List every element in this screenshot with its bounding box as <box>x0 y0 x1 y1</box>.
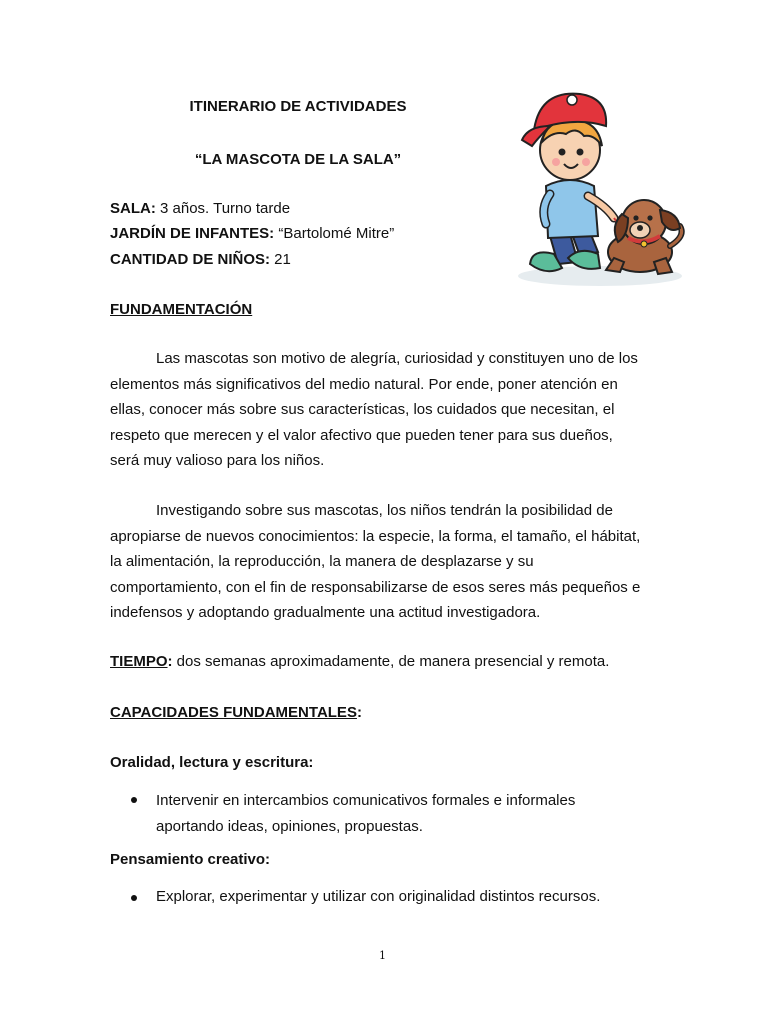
jardin-value: “Bartolomé Mitre” <box>274 225 395 242</box>
paragraph-line: comportamiento, con el fin de responsabilizarse de esos seres más pequeños e <box>110 578 641 596</box>
fundamentacion-paragraph-2 <box>110 498 658 626</box>
paragraph-line: respeto que merecen y el valor afectivo que pueden tener para sus dueños, <box>110 426 613 444</box>
paragraph-line: elementos más significativos del medio natural. Por ende, poner atención en <box>110 375 618 393</box>
fundamentacion-heading: FUNDAMENTACIÓN <box>110 301 253 318</box>
list-item-line: aportando ideas, opiniones, propuestas. <box>156 818 423 835</box>
list-item-line: Intervenir en intercambios comunicativos formales e informales <box>156 792 576 809</box>
document-title: ITINERARIO DE ACTIVIDADES <box>189 98 407 115</box>
capacidades-heading: CAPACIDADES FUNDAMENTALES <box>110 704 357 721</box>
jardin-line <box>110 224 394 244</box>
bullet-icon <box>131 797 137 803</box>
bullet-icon <box>131 895 137 901</box>
tiempo-label: TIEMPO <box>110 653 168 670</box>
sala-label: SALA: <box>110 200 156 217</box>
list-item <box>156 788 575 840</box>
paragraph-line: la alimentación, la reproducción, la manera de desplazarse y su <box>110 553 534 570</box>
capacidades-heading-line <box>110 703 362 723</box>
paragraph-line: Las mascotas son motivo de alegría, curiosidad y constituyen uno de los <box>156 350 638 367</box>
paragraph-line: indefensos y adoptando gradualmente una actitud investigadora. <box>110 604 541 621</box>
list-item-line: Explorar, experimentar y utilizar con originalidad distintos recursos. <box>156 888 601 905</box>
pensamiento-heading: Pensamiento creativo: <box>110 851 271 868</box>
page-number: 1 <box>379 949 386 962</box>
fundamentacion-paragraph-1 <box>110 346 658 474</box>
tiempo-colon: : <box>167 653 173 670</box>
sala-line <box>110 199 290 219</box>
cantidad-line <box>110 250 291 270</box>
oralidad-heading: Oralidad, lectura y escritura: <box>110 754 314 771</box>
document-subtitle: “LA MASCOTA DE LA SALA” <box>194 151 402 168</box>
paragraph-line: Investigando sobre sus mascotas, los niños tendrán la posibilidad de <box>156 502 613 519</box>
paragraph-line: apropiarse de nuevos conocimientos: la especie, la forma, el tamaño, el hábitat, <box>110 527 641 545</box>
paragraph-line: ellas, conocer más sobre sus características, los cuidados que necesitan, el <box>110 401 615 418</box>
tiempo-line <box>110 652 609 672</box>
boy-walking-dog-icon <box>510 86 690 292</box>
paragraph-line: será muy valioso para los niños. <box>110 452 325 469</box>
boy-walking-dog-illustration <box>510 86 690 292</box>
list-item <box>156 887 600 907</box>
cantidad-label: CANTIDAD DE NIÑOS: <box>110 251 270 268</box>
capacidades-colon: : <box>356 704 362 721</box>
cantidad-value: 21 <box>270 251 291 268</box>
jardin-label: JARDÍN DE INFANTES: <box>110 225 275 242</box>
sala-value: 3 años. Turno tarde <box>155 200 291 217</box>
tiempo-value: dos semanas aproximadamente, de manera presencial y remota. <box>172 653 610 670</box>
